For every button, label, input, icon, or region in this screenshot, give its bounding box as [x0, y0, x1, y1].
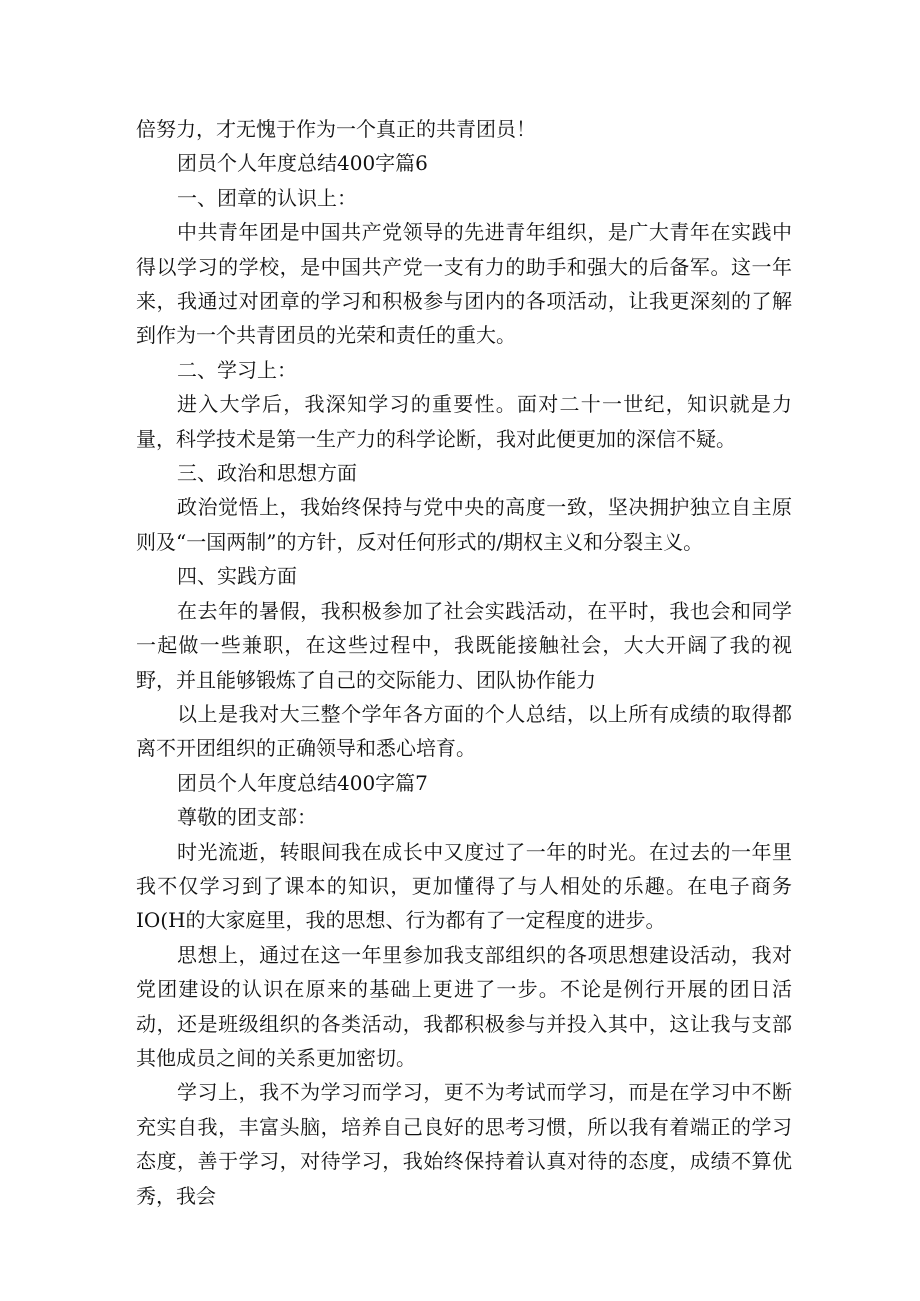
paragraph-continuation: 倍努力，才无愧于作为一个真正的共青团员！ — [136, 117, 536, 141]
paragraph-thought: 思想上，通过在这一年里参加我支部组织的各项思想建设活动，我对党团建设的认识在原来的基础上更进了一步。不论是例行开展的团日活动，还是班级组织的各类活动，我都积极参与并投入其中，这让我与支部其他成员之间的关系更加密切。 — [136, 942, 792, 1070]
paragraph-tuanzhang: 中共青年团是中国共产党领导的先进青年组织，是广大青年在实践中得以学习的学校，是中国共产党一支有力的助手和强大的后备军。这一年来，我通过对团章的学习和积极参与团内的各项活动，让我更深刻的了解到作为一个共青团员的光荣和责任的重大。 — [136, 220, 792, 348]
subheading-practice: 四、实践方面 — [177, 564, 297, 589]
paragraph-intro: 时光流逝，转眼间我在成长中又度过了一年的时光。在过去的一年里我不仅学习到了课本的知识，更加懂得了与人相处的乐趣。在电子商务IO(H的大家庭里，我的思想、行为都有了一定程度的进步。 — [136, 839, 792, 933]
subheading-tuanzhang: 一、团章的认识上： — [177, 185, 357, 210]
document-body — [136, 112, 792, 1213]
section-title-part-7: 团员个人年度总结400字篇7 — [177, 770, 428, 795]
section-title-part-6: 团员个人年度总结400字篇6 — [177, 151, 428, 176]
subheading-politics: 三、政治和思想方面 — [177, 461, 357, 486]
paragraph-politics: 政治觉悟上，我始终保持与党中央的高度一致，坚决拥护独立自主原则及“一国两制”的方针，反对任何形式的/期权主义和分裂主义。 — [136, 495, 792, 554]
paragraph-study: 进入大学后，我深知学习的重要性。面对二十一世纪，知识就是力量，科学技术是第一生产力的科学论断，我对此便更加的深信不疑。 — [136, 392, 792, 451]
paragraph-learning: 学习上，我不为学习而学习，更不为考试而学习，而是在学习中不断充实自我，丰富头脑，培养自己良好的思考习惯，所以我有着端正的学习态度，善于学习，对待学习，我始终保持着认真对待的态度，成绩不算优秀，我会 — [136, 1080, 792, 1208]
paragraph-practice: 在去年的暑假，我积极参加了社会实践活动，在平时，我也会和同学一起做一些兼职，在这些过程中，我既能接触社会，大大开阔了我的视野，并且能够锻炼了自己的交际能力、团队协作能力 — [136, 598, 792, 692]
salutation: 尊敬的团支部： — [177, 805, 317, 830]
subheading-study: 二、学习上： — [177, 357, 297, 382]
paragraph-summary: 以上是我对大三整个学年各方面的个人总结，以上所有成绩的取得都离不开团组织的正确领导和悉心培育。 — [136, 701, 792, 761]
